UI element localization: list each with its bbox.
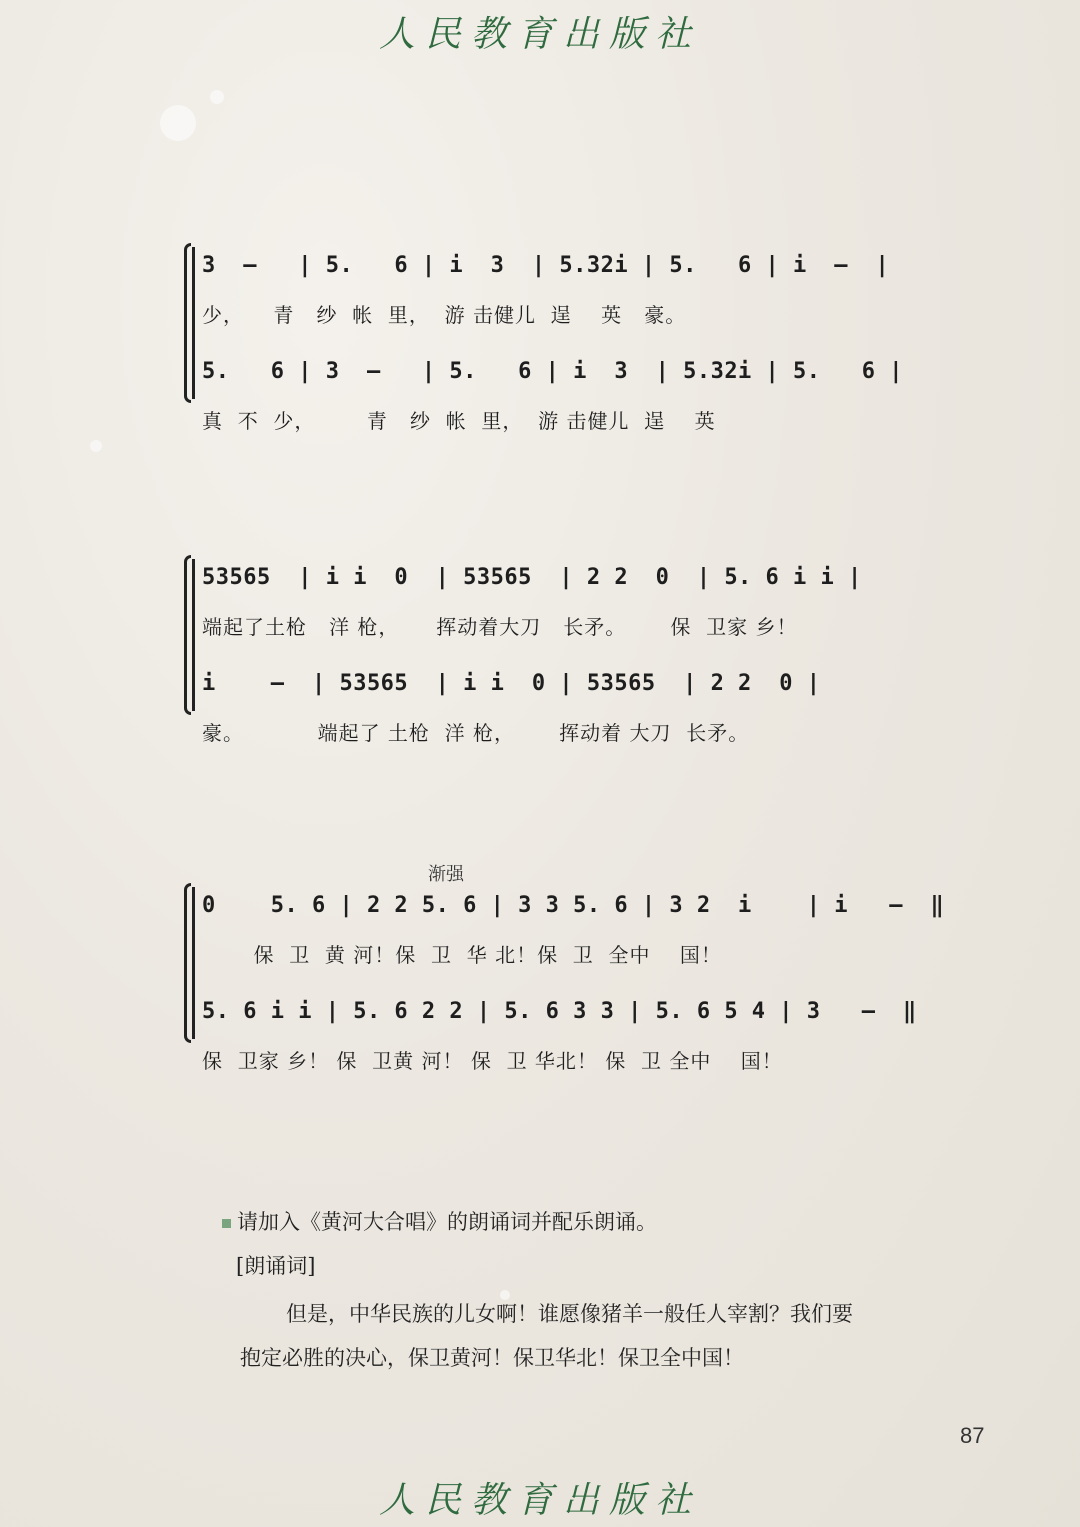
system-bracket (184, 883, 191, 1043)
instruction-text: 请加入《黄河大合唱》的朗诵词并配乐朗诵。 (237, 1210, 657, 1234)
paper-speck (210, 90, 224, 104)
lyrics-line: 端起了土枪 洋 枪， 挥动着大刀 长矛。 保 卫家 乡！ (202, 615, 798, 639)
publisher-logo-bottom: 人民教育出版社 (378, 1480, 701, 1521)
notation-line: 5. 6 | 3 – | 5. 6 | i 3 | 5.32i | 5. 6 | (202, 359, 904, 384)
recitation-label: [朗诵词] (236, 1254, 316, 1278)
music-system-2 (182, 555, 944, 745)
notation-line: 0 5. 6 | 2 2 5. 6 | 3 3 5. 6 | 3 2 i | i – ‖ (202, 893, 945, 918)
staff-upper (202, 891, 946, 995)
publisher-logo-top: 人民教育出版社 (378, 14, 701, 55)
exercise-instruction (222, 1206, 657, 1236)
paper-speck (90, 440, 102, 452)
lyrics-line: 保 卫 黄 河！保 卫 华 北！保 卫 全中 国！ (202, 943, 722, 967)
staff-lower (202, 997, 946, 1101)
lyrics-line: 少， 青 纱 帐 里， 游 击健儿 逞 英 豪。 (202, 303, 687, 327)
staff-upper (202, 251, 946, 355)
lyrics-line: 豪。 端起了 土枪 洋 枪， 挥动着 大刀 长矛。 (202, 721, 750, 745)
music-system-3 (182, 883, 945, 1073)
lyrics-line: 保 卫家 乡！ 保 卫黄 河！ 保 卫 华北！ 保 卫 全中 国！ (202, 1049, 783, 1073)
recitation-line-2: 抱定必胜的决心，保卫黄河！保卫华北！保卫全中国！ (240, 1346, 744, 1370)
notation-line: i – | 53565 | i i 0 | 53565 | 2 2 0 | (202, 671, 821, 696)
paper-speck (160, 105, 196, 141)
page-number: 87 (960, 1423, 985, 1448)
dynamic-marking: 渐强 (428, 864, 464, 885)
notation-line: 53565 | i i 0 | 53565 | 2 2 0 | 5. 6 i i | (202, 565, 862, 590)
music-system-1 (182, 243, 944, 433)
system-line (192, 887, 195, 1039)
staff-upper (202, 563, 946, 667)
staff-lower (202, 669, 946, 773)
lyrics-line: 真 不 少， 青 纱 帐 里， 游 击健儿 逞 英 (202, 409, 716, 433)
system-line (192, 247, 195, 399)
notation-line: 3 – | 5. 6 | i 3 | 5.32i | 5. 6 | i – | (202, 253, 890, 278)
notation-line: 5. 6 i i | 5. 6 2 2 | 5. 6 3 3 | 5. 6 5 4 | 3 – ‖ (202, 999, 917, 1024)
recitation-text (240, 1292, 920, 1380)
system-bracket (184, 555, 191, 715)
system-bracket (184, 243, 191, 403)
system-line (192, 559, 195, 711)
bullet-square-icon (222, 1219, 231, 1228)
recitation-line-1: 但是，中华民族的儿女啊！谁愿像猪羊一般任人宰割？我们要 (286, 1302, 853, 1326)
staff-lower (202, 357, 946, 461)
